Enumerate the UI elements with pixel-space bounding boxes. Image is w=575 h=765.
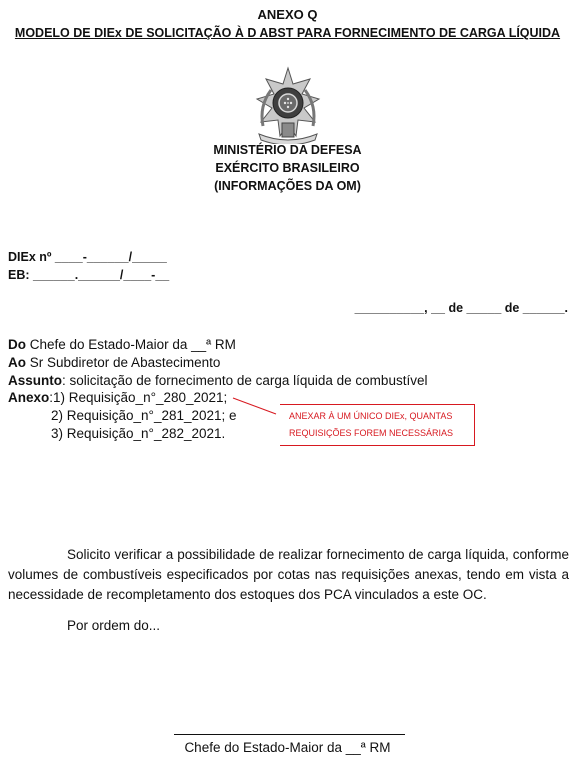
eb-number: EB: ______.______/____-__ (8, 268, 170, 282)
callout-note (280, 404, 475, 446)
om-info: (INFORMAÇÕES DA OM) (214, 179, 361, 193)
ministry-name: MINISTÉRIO DA DEFESA (213, 143, 362, 157)
diex-number: DIEx nº ____-______/_____ (8, 250, 167, 264)
signature-title: Chefe do Estado-Maior da __ª RM (184, 740, 391, 755)
annex-line (8, 390, 227, 405)
annex-item-1: :1) Requisição_n°_280_2021; (49, 390, 228, 405)
to-label: Ao (8, 355, 26, 370)
from-label: Do (8, 337, 26, 352)
subject-label: Assunto (8, 373, 62, 388)
callout-line-1: ANEXAR À UM ÚNICO DIEx, QUANTAS (289, 411, 453, 421)
subject-text: : solicitação de fornecimento de carga líquida de combustível (62, 373, 428, 388)
annex-item-3: 3) Requisição_n°_282_2021. (51, 426, 226, 441)
callout-line-2: REQUISIÇÕES FOREM NECESSÁRIAS (289, 428, 454, 438)
annex-label: Anexo (8, 390, 50, 405)
from-line (8, 337, 236, 352)
brazil-coat-of-arms-icon (249, 66, 327, 144)
to-line (8, 355, 220, 370)
army-name: EXÉRCITO BRASILEIRO (215, 161, 360, 175)
from-text: Chefe do Estado-Maior da __ª RM (26, 337, 236, 352)
to-text: Sr Subdiretor de Abastecimento (26, 355, 221, 370)
model-title: MODELO DE DIEx DE SOLICITAÇÃO À D ABST PARA FORNECIMENTO DE CARGA LÍQUIDA (14, 26, 561, 40)
body-paragraph: Solicito verificar a possibilidade de realizar fornecimento de carga líquida, conforme volumes de combustíveis especificados por cotas nas requisições anexas, tendo em vista a necessidade de recompletamento dos estoques dos PCA vinculados a este OC. (8, 547, 569, 602)
date-line: __________, __ de _____ de ______. (354, 301, 568, 315)
closing-text: Por ordem do... (67, 618, 161, 633)
annex-title: ANEXO Q (257, 7, 318, 22)
subject-line (8, 373, 427, 388)
annex-item-2: 2) Requisição_n°_281_2021; e (51, 408, 237, 423)
signature-line (174, 734, 405, 735)
